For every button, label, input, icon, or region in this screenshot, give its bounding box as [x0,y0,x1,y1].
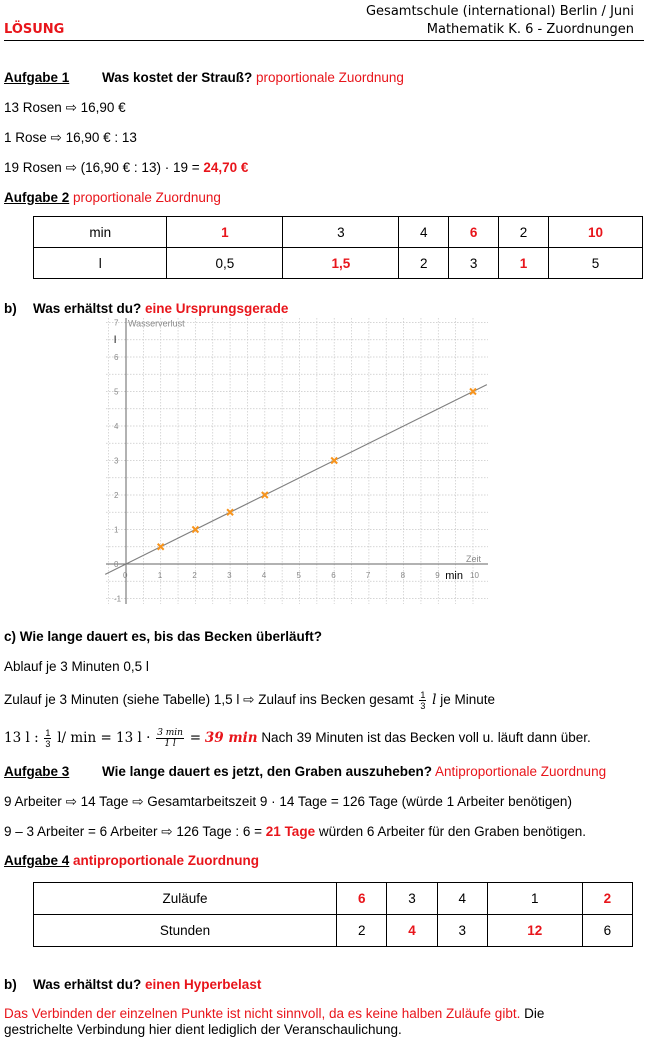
table-row [34,883,633,915]
table-row [34,915,633,947]
table-cell: 3 [387,883,437,915]
text: 1 [420,690,426,700]
table-cell: 1 [167,217,283,248]
table-cell: 6 [582,915,632,947]
formula-part: = [189,730,202,747]
task3-label: Aufgabe 3 [4,764,70,779]
text: 9 Arbeiter [4,794,62,809]
text: 1 l [164,739,176,749]
task2c-line3 [4,728,591,749]
table-cell: l [34,248,167,279]
text: Gesamtarbeitszeit 9 · 14 Tage = 126 Tage (würde 1 Arbeiter benötigen) [147,794,572,809]
table-cell: 4 [437,883,487,915]
text: 1 Rose [4,130,47,145]
task4-label: Aufgabe 4 [4,853,70,868]
subject-header: Mathematik K. 6 - Zuordnungen [426,22,634,37]
text: 19 Rosen [4,160,62,175]
task2b-label: b) [4,301,17,316]
arrow-icon: ⇨ [132,794,144,809]
y-tick-label: -1 [114,594,122,604]
note-text: Die [524,1006,545,1021]
task3-line2 [4,824,586,840]
task2c-question: c) Wie lange dauert es, bis das Becken überläuft? [4,629,322,644]
table-cell: 1 [487,883,582,915]
x-tick-label: 0 [123,571,128,580]
text: 16,90 € : 13 [65,130,137,145]
y-tick-label: 6 [114,353,119,362]
x-tick-label: 6 [331,571,336,580]
x-tick-label: 1 [157,571,163,580]
task3-result: 21 Tage [265,824,316,839]
y-tick-label: 5 [114,387,119,397]
arrow-icon: ⇨ [50,130,62,145]
text: Zulauf je 3 Minuten (siehe Tabelle) 1,5 l [4,692,240,708]
text: 126 Tage : 6 = [176,824,263,839]
y-tick-label: 1 [114,525,119,535]
fraction-min-per-l [156,728,184,749]
text: 1 [45,728,51,738]
header-rule [4,40,644,41]
y-tick-label: 7 [114,318,119,328]
table-cell: 5 [549,248,643,279]
y-tick-label: 2 [114,491,119,500]
x-tick-label: 2 [192,571,197,580]
table-cell: 6 [337,883,387,915]
task4-heading [4,853,259,868]
task4-table [33,882,633,947]
x-tick-label: 9 [435,571,440,580]
text: 13 Rosen [4,100,62,115]
table-cell: 2 [337,915,387,947]
arrow-icon: ⇨ [65,160,77,175]
task1-heading [102,70,404,85]
arrow-icon: ⇨ [65,100,77,115]
table-cell: 3 [449,248,499,279]
task2-answer: proportionale Zuordnung [73,190,221,205]
table-cell: 4 [399,217,449,248]
table-cell: Stunden [34,915,337,947]
arrow-icon: ⇨ [161,824,173,839]
task1-answer: proportionale Zuordnung [256,70,404,85]
task3-line1 [4,794,572,810]
formula-part: 13 l : [4,730,39,747]
task2b-question: Was erhältst du? [33,301,142,316]
task4-note-line2: gestrichelte Verbindung hier dient lediglich der Veranschaulichung. [4,1022,402,1037]
text: 3 [420,701,426,711]
x-axis-unit: min [445,570,463,582]
table-cell: 2 [499,217,549,248]
table-cell: 2 [582,883,632,915]
formula-part: l/ min = 13 l · [57,730,151,747]
table-cell: 4 [387,915,437,947]
task1-line1 [4,100,126,116]
y-tick-label: 4 [114,422,119,431]
task2-table [33,216,643,279]
table-cell: min [34,217,167,248]
task4b-question: Was erhältst du? [33,977,142,992]
fraction-one-third [419,690,426,711]
task1-label: Aufgabe 1 [4,70,70,85]
school-header: Gesamtschule (international) Berlin / Juni [365,4,634,19]
task4-note-line1 [4,1006,544,1021]
text: würden 6 Arbeiter für den Graben benötigen. [318,824,587,839]
x-tick-label: 10 [470,571,479,580]
x-tick-label: 8 [400,571,406,580]
x-tick-label: 4 [261,571,267,580]
task2c-line1: Ablauf je 3 Minuten 0,5 l [4,659,149,674]
task3-heading [102,764,606,779]
table-cell: 3 [283,217,399,248]
table-cell: 6 [449,217,499,248]
line-graph [104,316,490,606]
table-cell: 1 [499,248,549,279]
task4b-label: b) [4,977,17,992]
text: Nach 39 Minuten ist das Becken voll u. läuft dann über. [261,730,591,746]
arrow-icon: ⇨ [65,794,77,809]
task1-question: Was kostet der Strauß? [102,70,253,85]
text: 9 – 3 Arbeiter = 6 Arbeiter [4,824,158,839]
solution-label: LÖSUNG [4,22,65,37]
table-row [34,217,643,248]
task2-label: Aufgabe 2 [4,190,70,205]
table-cell: Zuläufe [34,883,337,915]
task1-result: 24,70 € [203,160,249,175]
table-cell: 1,5 [283,248,399,279]
y-axis-label: l [114,334,117,346]
text: 3 min [157,728,183,738]
x-axis-label: Zeit [466,554,482,564]
text: je Minute [440,692,495,708]
task2c-line2: Zulauf je 3 Minuten (siehe Tabelle) 1,5 l ⇨ Zulauf ins Becken gesamt $\frac{1}{3}$ l je Minute [4,690,495,711]
table-cell: 10 [549,217,643,248]
task2c-result: 39 min [204,730,258,747]
task3-question: Wie lange dauert es jetzt, den Graben auszuheben? [102,764,432,779]
arrow-icon: ⇨ [243,692,255,708]
task3-answer: Antiproportionale Zuordnung [434,764,607,779]
text: (16,90 € : 13) · 19 = [80,160,200,175]
x-tick-label: 3 [227,571,232,580]
table-cell: 0,5 [167,248,283,279]
table-row [34,248,643,279]
task2-heading [4,190,221,205]
task1-line3 [4,160,248,176]
text: Zulauf ins Becken gesamt [258,692,414,708]
y-tick-label: 0 [114,560,119,569]
text: 3 [45,739,51,749]
table-cell: 3 [437,915,487,947]
task2b-heading [33,301,288,316]
x-tick-label: 7 [365,571,371,580]
text: 14 Tage [80,794,129,809]
task1-line2 [4,130,137,146]
y-tick-label: 3 [114,456,119,466]
table-cell: 2 [399,248,449,279]
task4b-heading [33,977,261,992]
fraction-one-third [44,728,51,749]
table-cell: 12 [487,915,582,947]
text: 16,90 € [80,100,126,115]
data-point [158,544,164,550]
task4b-answer: einen Hyperbelast [145,977,262,992]
chart-title: Wasserverlust [128,318,185,329]
x-tick-label: 5 [296,571,301,580]
task2b-answer: eine Ursprungsgerade [145,301,289,316]
task4-answer: antiproportionale Zuordnung [73,853,260,868]
note-text: Das Verbinden der einzelnen Punkte ist nicht sinnvoll, da es keine halben Zuläufe gibt. [4,1006,521,1021]
